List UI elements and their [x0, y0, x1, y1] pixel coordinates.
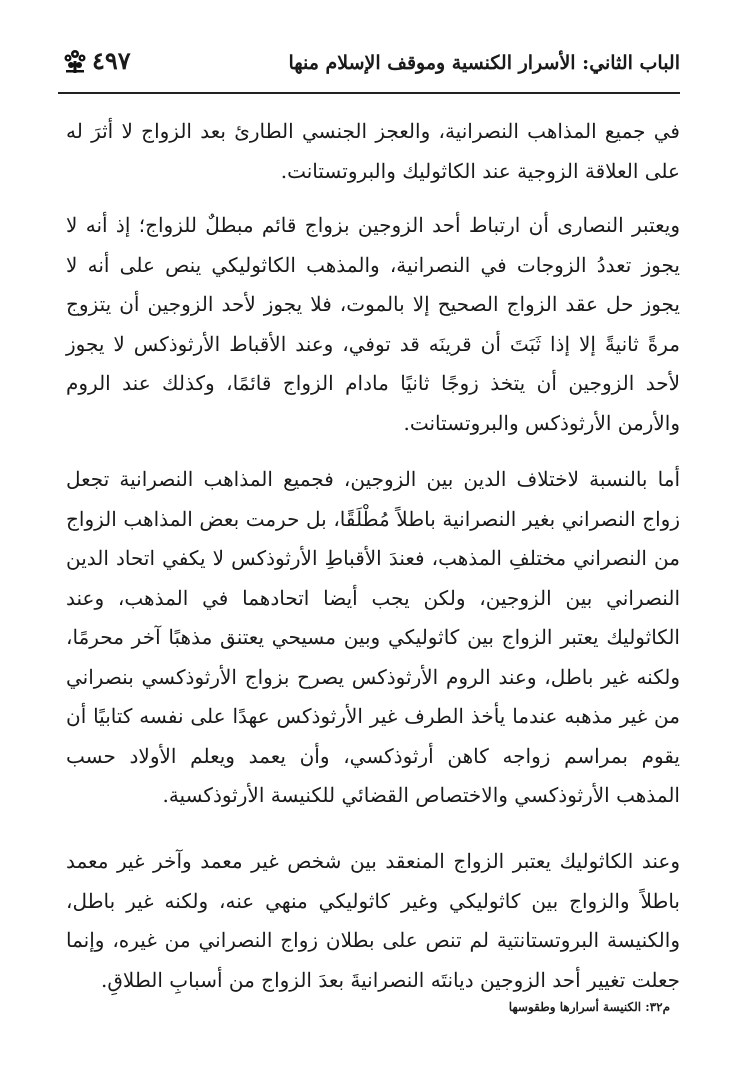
header-divider — [58, 92, 680, 94]
page-number-group — [60, 48, 131, 74]
signature-note: م٣٢: الكنيسة أسرارها وطقوسها — [508, 1000, 670, 1014]
paragraph-2: ويعتبر النصارى أن ارتباط أحد الزوجين بزواج قائم مبطلٌ للزواج؛ إذ أنه لا يجوز تعددُ الزوجات في النصرانية، والمذهب الكاثوليكي ينص على أنه لا يجوز حل عقد الزواج الصحيح إلا بالموت، فلا يجوز لأحد الزوجين أن يتزوج مرةً ثانيةً إلا إذا ثَبَتَ أن قرينَه قد توفي، وعند الأقباط الأرثوذكس لا يجوز لأحد الزوجين أن يتخذ زوجًا ثانيًا مادام الزواج قائمًا، وكذلك عند الروم والأرمن الأرثوذكس والبروتستانت. — [66, 213, 680, 435]
page-number: ٤٩٧ — [92, 46, 131, 75]
paragraph-1: في جميع المذاهب النصرانية، والعجز الجنسي الطارئ بعد الزواج لا أثرَ له على العلاقة الزوجية عند الكاثوليك والبروتستانت. — [66, 119, 680, 183]
page-header — [60, 42, 680, 86]
chapter-title: الباب الثاني: الأسرار الكنسية وموقف الإسلام منها — [288, 52, 680, 74]
paragraph-3: أما بالنسبة لاختلاف الدين بين الزوجين، فجميع المذاهب النصرانية تجعل زواج النصراني بغير النصرانية باطلاً مُطْلَقًا، بل حرمت بعض المذاهب الزواج من النصراني مختلفِ المذهب، فعندَ الأقباطِ الأرثوذكس لا يكفي اتحاد الدين النصراني بين الزوجين، ولكن يجب أيضا اتحادهما في المذهب، وعند الكاثوليك يعتبر الزواج بين كاثوليكي وبين مسيحي يعتنق مذهبًا آخر محرمًا، ولكنه غير باطل، وعند الروم الأرثوذكس يصرح بزواج الأرثوذكسي بنصراني من غير مذهبه عندما يأخذ الطرف غير الأرثوذكس عهدًا على نفسه كتابيًا أن يقوم بمراسم زواجه كاهن أرثوذكسي، وأن يعمد ويعلم الأولاد حسب المذهب الأرثوذكسي والاختصاص القضائي للكنيسة الأرثوذكسية. — [66, 467, 680, 807]
paragraph-4: وعند الكاثوليك يعتبر الزواج المنعقد بين شخص غير معمد وآخر غير معمد باطلاً والزواج بين كاثوليكي وغير كاثوليكي منهي عنه، ولكنه غير باطل، والكنيسة البروتستانتية لم تنص على بطلان زواج النصراني من غيره، وإنما جعلت تغيير أحد الزوجين ديانتَه النصرانيةَ بعدَ الزواج من أسبابِ الطلاقِ. — [66, 849, 680, 992]
floral-ornament-icon — [60, 48, 90, 74]
